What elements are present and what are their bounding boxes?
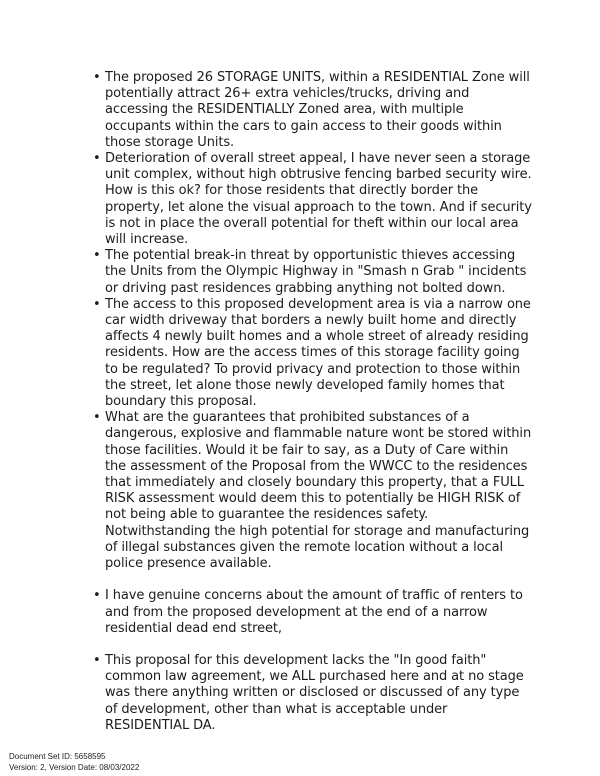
bullet-text: The potential break-in threat by opportunistic thieves accessing the Units from the Olympic Highway in "Smash n Grab " incidents or driving past residences grabbing anything not bolted down.: [105, 248, 527, 296]
list-item: [92, 70, 532, 151]
bullet-icon: •: [93, 652, 101, 668]
concerns-list: [92, 70, 532, 734]
list-item: [92, 588, 532, 637]
bullet-text: The proposed 26 STORAGE UNITS, within a RESIDENTIAL Zone will potentially attract 26+ extra vehicles/trucks, driving and accessing the RESIDENTIALLY Zoned area, with multiple occupants within the cars to gain access to their goods within those storage Units.: [105, 70, 530, 150]
version-info: Version: 2, Version Date: 08/03/2022: [9, 763, 140, 772]
document-set-id: Document Set ID: 5658595: [9, 752, 106, 761]
bullet-text: What are the guarantees that prohibited substances of a dangerous, explosive and flammable nature wont be stored within those facilities. Would it be fair to say, as a Duty of Care within the assessment of the Proposal from the WWCC to the residences that immediately and closely boundary this property, that a FULL RISK assessment would deem this to potentially be HIGH RISK of not being able to guarantee the residences safety. Notwithstanding the high potential for storage and manufacturing of illegal substances given the remote location without a local police presence available.: [105, 410, 532, 572]
list-item: [92, 410, 532, 572]
bullet-icon: •: [93, 296, 101, 312]
list-item: [92, 297, 532, 410]
document-footer: [9, 751, 139, 773]
bullet-text: I have genuine concerns about the amount of traffic of renters to and from the proposed development at the end of a narrow residential dead end street,: [105, 588, 523, 636]
list-item: [92, 653, 532, 734]
bullet-icon: •: [93, 70, 101, 85]
bullet-icon: •: [93, 410, 101, 426]
bullet-icon: •: [93, 151, 101, 167]
list-item: [92, 151, 532, 248]
bullet-icon: •: [93, 248, 101, 264]
bullet-text: Deterioration of overall street appeal, I have never seen a storage unit complex, without high obtrusive fencing barbed security wire. How is this ok? for those residents that directly border the property, let alone the visual approach to the town. And if security is not in place the overall potential for theft within our local area will increase.: [105, 151, 532, 248]
bullet-icon: •: [93, 588, 101, 604]
bullet-text: This proposal for this development lacks the "In good faith" common law agreement, we ALL purchased here and at no stage was there anything written or disclosed or discussed of any type of development, other than what is acceptable under RESIDENTIAL DA.: [105, 652, 524, 733]
list-item: [92, 248, 532, 297]
bullet-text: The access to this proposed development area is via a narrow one car width driveway that borders a newly built home and directly affects 4 newly built homes and a whole street of already residing residents. How are the access times of this storage facility going to be regulated? To provid privacy and protection to those within the street, let alone those newly developed family homes that boundary this proposal.: [105, 296, 531, 410]
